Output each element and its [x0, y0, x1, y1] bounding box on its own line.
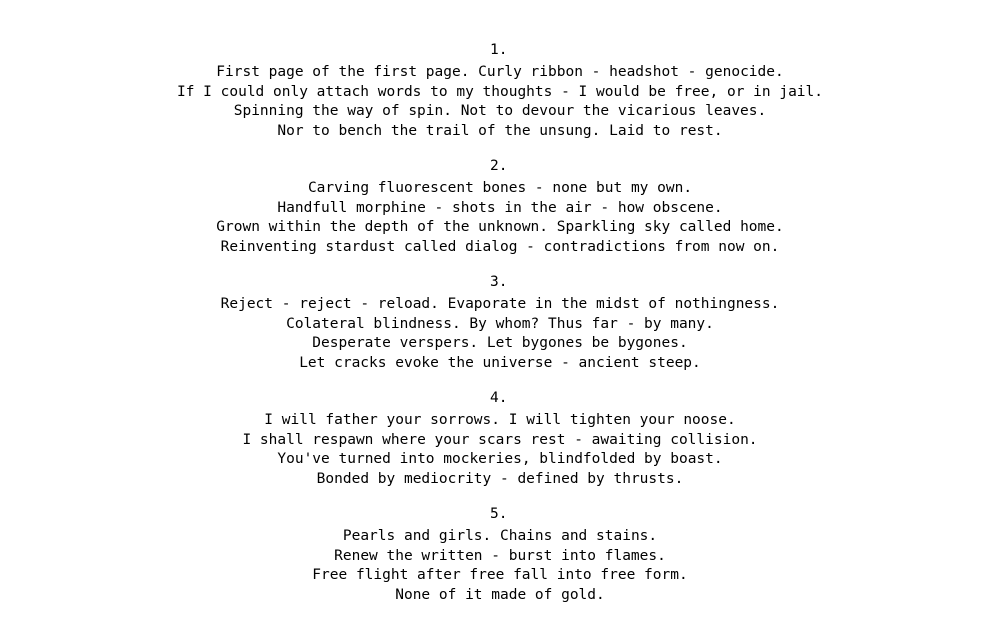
poem-line: Let cracks evoke the universe - ancient steep. [299, 354, 701, 371]
poem-line: Handfull morphine - shots in the air - how obscene. [277, 199, 723, 216]
poem-line: Colateral blindness. By whom? Thus far - by many. [286, 315, 714, 332]
poem-line: Reject - reject - reload. Evaporate in the midst of nothingness. [220, 296, 780, 312]
poem-line: Renew the written - burst into flames. [334, 547, 666, 564]
poem [0, 39, 1000, 619]
stanza-1 [0, 39, 1000, 141]
stanza-3 [0, 271, 1000, 373]
stanza-number-container [0, 155, 1000, 177]
stanza-number: 4. [490, 390, 508, 406]
poem-line: Free flight after free fall into free form. [312, 567, 688, 583]
poem-line: Desperate verspers. Let bygones be bygones. [312, 335, 688, 351]
poem-line: Bonded by mediocrity - defined by thrusts. [316, 470, 684, 487]
poem-line: Carving fluorescent bones - none but my own. [307, 180, 693, 196]
poem-line: I shall respawn where your scars rest - awaiting collision. [242, 431, 758, 448]
stanza-number-container [0, 271, 1000, 293]
poem-line: If I could only attach words to my thoughts - I would be free, or in jail. [176, 83, 823, 100]
stanza-number-container [0, 39, 1000, 61]
stanza-number: 3. [490, 274, 508, 290]
poem-line: First page of the first page. Curly ribbon - headshot - genocide. [216, 64, 784, 80]
stanza-number: 5. [490, 506, 508, 522]
stanza-number: 1. [490, 42, 508, 58]
poem-line: Nor to bench the trail of the unsung. Laid to rest. [277, 122, 723, 139]
stanza-number-container [0, 503, 1000, 525]
stanza-number: 2. [490, 158, 508, 174]
poem-line: Pearls and girls. Chains and stains. [342, 528, 658, 544]
poem-line: I will father your sorrows. I will tighten your noose. [264, 412, 736, 428]
poem-line: None of it made of gold. [395, 586, 605, 603]
poem-line: You've turned into mockeries, blindfolded by boast. [277, 451, 723, 467]
poem-line: Spinning the way of spin. Not to devour the vicarious leaves. [233, 103, 767, 119]
stanza-number-container [0, 387, 1000, 409]
stanza-5 [0, 503, 1000, 605]
stanza-2 [0, 155, 1000, 257]
poem-line: Grown within the depth of the unknown. Sparkling sky called home. [216, 219, 784, 235]
poem-line: Reinventing stardust called dialog - contradictions from now on. [220, 238, 780, 255]
stanza-4 [0, 387, 1000, 489]
